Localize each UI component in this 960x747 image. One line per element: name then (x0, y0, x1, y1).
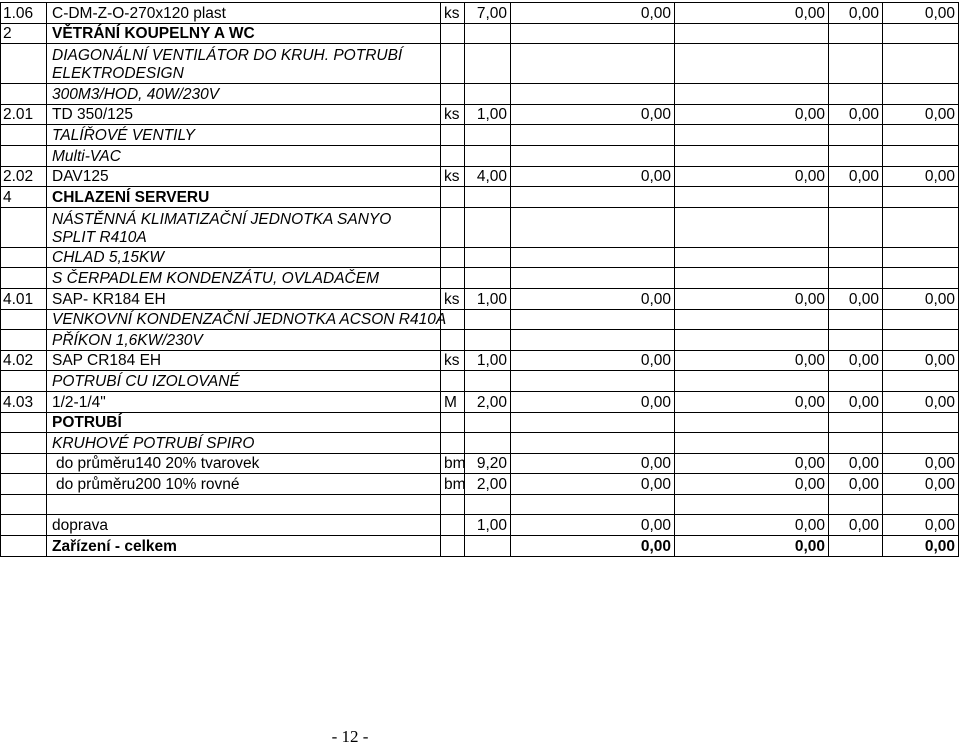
cell-quantity (465, 187, 511, 208)
cell-description: PŘÍKON 1,6KW/230V (47, 330, 441, 351)
cell-unit-price: 0,00 (511, 391, 675, 412)
cell-unit-price (511, 268, 675, 289)
cell-unit (441, 268, 465, 289)
cell-value-1 (675, 23, 829, 44)
cell-value-1 (675, 207, 829, 247)
cell-value-3 (883, 268, 959, 289)
cell-value-3 (883, 247, 959, 268)
cell-code (1, 494, 47, 515)
table-row (1, 187, 959, 208)
cell-unit-price (511, 187, 675, 208)
cell-value-3 (883, 330, 959, 351)
cell-description: NÁSTĚNNÁ KLIMATIZAČNÍ JEDNOTKA SANYO SPLIT R410A (47, 207, 441, 247)
cell-quantity (465, 433, 511, 454)
cell-value-3: 0,00 (883, 350, 959, 371)
cell-code: 4.03 (1, 391, 47, 412)
cell-quantity: 1,00 (465, 288, 511, 309)
cell-unit-price: 0,00 (511, 166, 675, 187)
cell-unit (441, 207, 465, 247)
cell-description: KRUHOVÉ POTRUBÍ SPIRO (47, 433, 441, 454)
cell-value-2: 0,00 (829, 453, 883, 474)
table-row (1, 515, 959, 536)
cell-value-2 (829, 84, 883, 105)
cell-value-2 (829, 309, 883, 330)
cell-value-2: 0,00 (829, 515, 883, 536)
cell-unit (441, 187, 465, 208)
cell-value-3 (883, 494, 959, 515)
cell-code (1, 330, 47, 351)
cell-value-2: 0,00 (829, 391, 883, 412)
cell-description: 300M3/HOD, 40W/230V (47, 84, 441, 105)
cell-description: CHLAD 5,15KW (47, 247, 441, 268)
cell-value-1 (675, 125, 829, 146)
table-row (1, 145, 959, 166)
cell-value-2 (829, 125, 883, 146)
cell-unit (441, 44, 465, 84)
cell-code (1, 145, 47, 166)
cell-unit: ks (441, 166, 465, 187)
cell-description: 1/2-1/4" (47, 391, 441, 412)
cell-value-3 (883, 145, 959, 166)
cell-description: TD 350/125 (47, 104, 441, 125)
cell-code (1, 247, 47, 268)
cell-value-2 (829, 433, 883, 454)
table-row (1, 453, 959, 474)
table-row (1, 433, 959, 454)
cell-code (1, 433, 47, 454)
cell-unit-price (511, 412, 675, 433)
cell-quantity: 2,00 (465, 391, 511, 412)
cell-quantity (465, 371, 511, 392)
cell-unit-price (511, 207, 675, 247)
cell-code: 2.01 (1, 104, 47, 125)
cell-value-1 (675, 433, 829, 454)
cell-quantity: 9,20 (465, 453, 511, 474)
cell-value-2: 0,00 (829, 166, 883, 187)
cell-value-2 (829, 247, 883, 268)
cell-unit: bm (441, 474, 465, 495)
cell-value-3: 0,00 (883, 166, 959, 187)
cell-code (1, 84, 47, 105)
cell-value-1: 0,00 (675, 166, 829, 187)
table-row (1, 125, 959, 146)
table-row (1, 536, 959, 557)
table-row (1, 3, 959, 24)
cell-value-1 (675, 44, 829, 84)
cell-unit (441, 494, 465, 515)
cell-code (1, 309, 47, 330)
cell-value-1: 0,00 (675, 288, 829, 309)
cell-value-3 (883, 187, 959, 208)
cell-quantity (465, 412, 511, 433)
cell-value-1: 0,00 (675, 474, 829, 495)
cell-value-2 (829, 536, 883, 557)
cell-unit-price (511, 23, 675, 44)
cell-value-2: 0,00 (829, 288, 883, 309)
table-row (1, 23, 959, 44)
cell-value-3 (883, 44, 959, 84)
cell-code: 2.02 (1, 166, 47, 187)
cell-unit-price: 0,00 (511, 288, 675, 309)
cost-table (0, 2, 959, 557)
cell-value-1 (675, 84, 829, 105)
cell-unit (441, 247, 465, 268)
cell-description: DIAGONÁLNÍ VENTILÁTOR DO KRUH. POTRUBÍ ELEKTRODESIGN (47, 44, 441, 84)
cell-code (1, 412, 47, 433)
cell-quantity (465, 44, 511, 84)
cell-unit (441, 433, 465, 454)
cell-value-3 (883, 309, 959, 330)
cell-unit (441, 125, 465, 146)
cost-table-body (1, 3, 959, 557)
cell-value-2 (829, 187, 883, 208)
cell-quantity (465, 330, 511, 351)
cell-unit-price: 0,00 (511, 3, 675, 24)
cell-description (47, 494, 441, 515)
table-row (1, 104, 959, 125)
cell-unit-price (511, 371, 675, 392)
cell-value-2: 0,00 (829, 350, 883, 371)
cell-value-3 (883, 433, 959, 454)
cell-unit-price (511, 494, 675, 515)
cell-code (1, 44, 47, 84)
cell-quantity: 1,00 (465, 515, 511, 536)
cell-description: SAP CR184 EH (47, 350, 441, 371)
cell-code (1, 453, 47, 474)
cell-description: C-DM-Z-O-270x120 plast (47, 3, 441, 24)
table-row (1, 84, 959, 105)
cell-code: 2 (1, 23, 47, 44)
cell-unit-price: 0,00 (511, 104, 675, 125)
cell-unit-price (511, 125, 675, 146)
cell-value-2 (829, 330, 883, 351)
cell-unit: ks (441, 288, 465, 309)
cell-description: TALÍŘOVÉ VENTILY (47, 125, 441, 146)
cell-unit (441, 145, 465, 166)
cell-description: S ČERPADLEM KONDENZÁTU, OVLADAČEM (47, 268, 441, 289)
cell-unit-price (511, 247, 675, 268)
cell-value-1 (675, 247, 829, 268)
table-row (1, 166, 959, 187)
cell-quantity: 1,00 (465, 104, 511, 125)
table-row (1, 371, 959, 392)
cell-description: Multi-VAC (47, 145, 441, 166)
cell-value-1 (675, 187, 829, 208)
cell-quantity (465, 536, 511, 557)
cell-unit (441, 536, 465, 557)
cell-description: VENKOVNÍ KONDENZAČNÍ JEDNOTKA ACSON R410A (47, 309, 441, 330)
cell-unit (441, 330, 465, 351)
cell-value-1: 0,00 (675, 536, 829, 557)
cell-value-3 (883, 412, 959, 433)
cell-value-2: 0,00 (829, 3, 883, 24)
cell-description: doprava (47, 515, 441, 536)
cell-value-1 (675, 494, 829, 515)
cell-unit-price: 0,00 (511, 474, 675, 495)
cell-value-3 (883, 207, 959, 247)
cell-unit-price (511, 44, 675, 84)
cell-quantity: 7,00 (465, 3, 511, 24)
cell-quantity: 4,00 (465, 166, 511, 187)
cell-value-1 (675, 268, 829, 289)
cell-value-2 (829, 494, 883, 515)
table-row (1, 207, 959, 247)
cell-unit: M (441, 391, 465, 412)
cell-code: 1.06 (1, 3, 47, 24)
table-row (1, 44, 959, 84)
cell-unit: ks (441, 3, 465, 24)
cell-value-2 (829, 44, 883, 84)
page-number: - 12 - (331, 727, 369, 746)
table-row (1, 288, 959, 309)
cell-unit: bm (441, 453, 465, 474)
cell-value-3 (883, 23, 959, 44)
cell-unit-price (511, 84, 675, 105)
cell-unit-price: 0,00 (511, 515, 675, 536)
cell-value-1: 0,00 (675, 3, 829, 24)
cell-quantity (465, 494, 511, 515)
cell-value-2: 0,00 (829, 474, 883, 495)
cell-unit-price (511, 145, 675, 166)
cell-code: 4.01 (1, 288, 47, 309)
cell-code (1, 515, 47, 536)
cell-code (1, 536, 47, 557)
cell-unit (441, 371, 465, 392)
cell-value-1 (675, 371, 829, 392)
cell-value-1: 0,00 (675, 104, 829, 125)
cell-unit-price: 0,00 (511, 536, 675, 557)
cell-value-3 (883, 125, 959, 146)
cell-quantity (465, 23, 511, 44)
cell-value-1: 0,00 (675, 515, 829, 536)
table-row (1, 309, 959, 330)
cell-value-2 (829, 412, 883, 433)
cell-description: POTRUBÍ (47, 412, 441, 433)
cell-value-2 (829, 145, 883, 166)
cell-value-1 (675, 145, 829, 166)
table-row (1, 350, 959, 371)
cell-unit (441, 515, 465, 536)
cell-description: DAV125 (47, 166, 441, 187)
cell-value-3: 0,00 (883, 104, 959, 125)
cell-unit (441, 84, 465, 105)
cell-value-1 (675, 330, 829, 351)
cell-value-3: 0,00 (883, 453, 959, 474)
cell-value-2 (829, 268, 883, 289)
table-row (1, 247, 959, 268)
cell-value-1 (675, 309, 829, 330)
cell-value-3: 0,00 (883, 391, 959, 412)
cell-description: do průměru200 10% rovné (47, 474, 441, 495)
cell-unit: ks (441, 104, 465, 125)
cell-value-1: 0,00 (675, 453, 829, 474)
cell-code (1, 474, 47, 495)
cell-quantity: 2,00 (465, 474, 511, 495)
table-row (1, 494, 959, 515)
cell-value-1 (675, 412, 829, 433)
cell-quantity (465, 84, 511, 105)
cell-quantity (465, 207, 511, 247)
table-row (1, 391, 959, 412)
cell-code (1, 268, 47, 289)
table-row (1, 268, 959, 289)
cell-value-1: 0,00 (675, 350, 829, 371)
cell-value-3: 0,00 (883, 3, 959, 24)
cell-description: do průměru140 20% tvarovek (47, 453, 441, 474)
cell-value-2 (829, 207, 883, 247)
cell-code: 4.02 (1, 350, 47, 371)
cell-unit-price (511, 433, 675, 454)
cell-value-2 (829, 371, 883, 392)
table-row (1, 474, 959, 495)
cell-quantity: 1,00 (465, 350, 511, 371)
cell-description: VĚTRÁNÍ KOUPELNY A WC (47, 23, 441, 44)
cell-unit (441, 23, 465, 44)
cell-unit (441, 412, 465, 433)
cell-quantity (465, 268, 511, 289)
cell-unit-price: 0,00 (511, 453, 675, 474)
cell-description: POTRUBÍ CU IZOLOVANÉ (47, 371, 441, 392)
cell-value-3: 0,00 (883, 536, 959, 557)
cell-description: SAP- KR184 EH (47, 288, 441, 309)
cell-value-2 (829, 23, 883, 44)
cell-value-1: 0,00 (675, 391, 829, 412)
table-row (1, 330, 959, 351)
table-row (1, 412, 959, 433)
cell-value-3 (883, 84, 959, 105)
cell-value-3: 0,00 (883, 515, 959, 536)
cell-code: 4 (1, 187, 47, 208)
cell-value-3: 0,00 (883, 288, 959, 309)
cell-unit-price (511, 330, 675, 351)
cell-code (1, 207, 47, 247)
cell-quantity (465, 247, 511, 268)
cell-description: CHLAZENÍ SERVERU (47, 187, 441, 208)
cell-code (1, 125, 47, 146)
cell-unit-price: 0,00 (511, 350, 675, 371)
cell-value-3: 0,00 (883, 474, 959, 495)
cell-quantity (465, 309, 511, 330)
cell-quantity (465, 145, 511, 166)
cell-value-3 (883, 371, 959, 392)
cell-code (1, 371, 47, 392)
cell-value-2: 0,00 (829, 104, 883, 125)
cell-description: Zařízení - celkem (47, 536, 441, 557)
cell-unit-price (511, 309, 675, 330)
cell-unit: ks (441, 350, 465, 371)
cell-quantity (465, 125, 511, 146)
